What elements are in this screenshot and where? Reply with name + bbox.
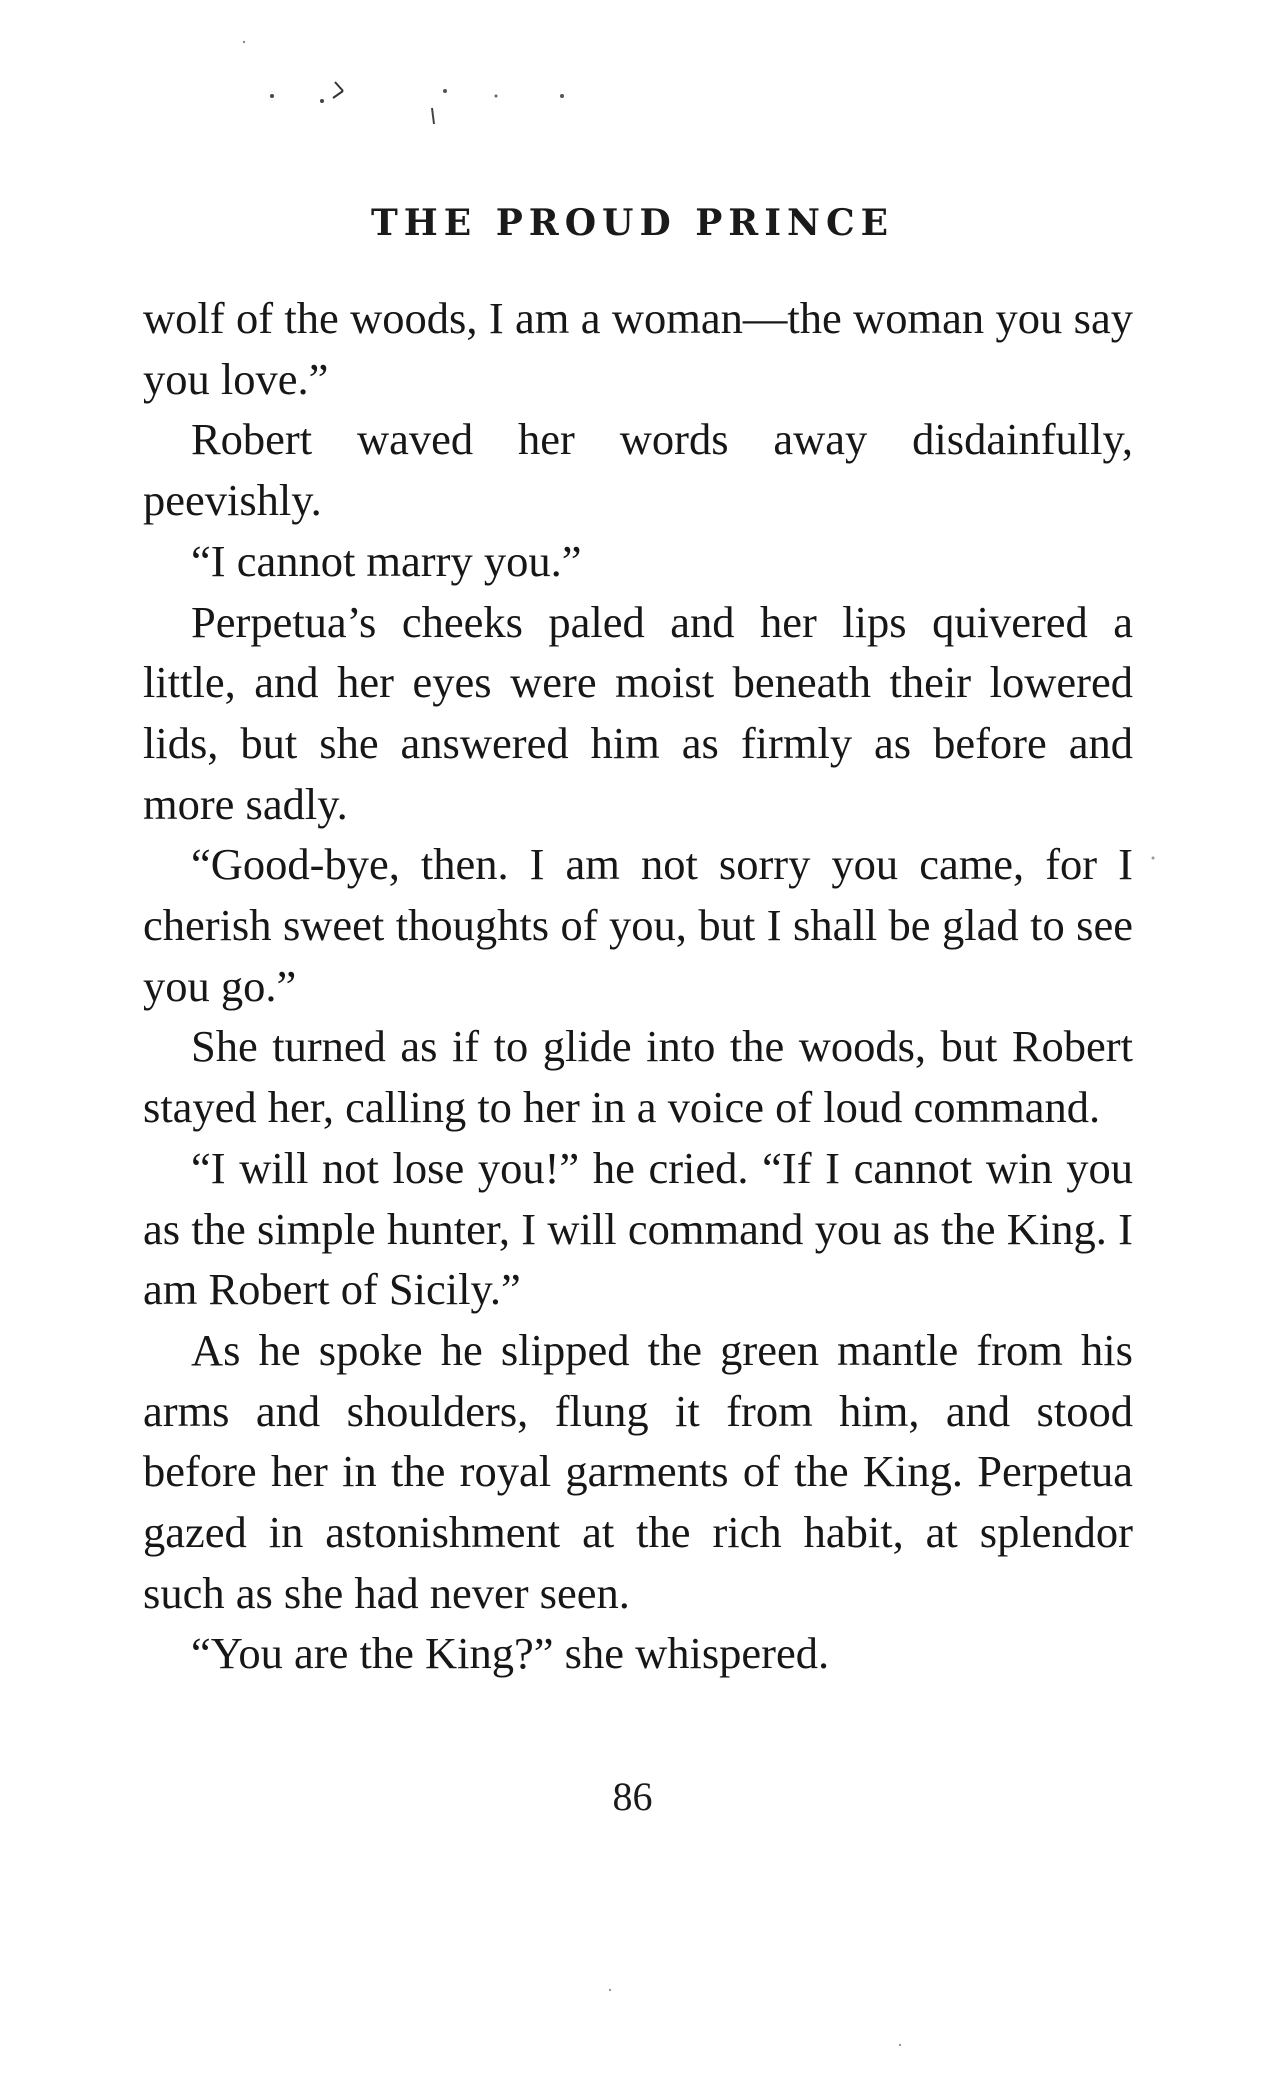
page-number: 86	[612, 1774, 653, 1819]
paragraph: “Good-bye, then. I am not sorry you came, for I cherish sweet thoughts of you, but I shall be glad to see you go.”	[143, 839, 1133, 1011]
paragraph: “I cannot marry you.”	[191, 535, 582, 586]
body-text	[143, 288, 1133, 1684]
paragraph: “I will not lose you!” he cried. “If I cannot win you as the simple hunter, I will command you as the King. I am Robert of Sicily.”	[143, 1142, 1133, 1315]
paragraph-continued: wolf of the woods, I am a woman—the woman you say you love.”	[143, 293, 1133, 404]
paragraph: Robert waved her words away disdainfully, peevishly.	[143, 414, 1133, 526]
paragraph: “You are the King?” she whispered.	[191, 1628, 830, 1679]
paragraph: Perpetua’s cheeks paled and her lips quivered a little, and her eyes were moist beneath their lowered lids, but she answered him as firmly as before and more sadly.	[143, 596, 1133, 829]
paragraph: As he spoke he slipped the green mantle from his arms and shoulders, flung it from him, and stood before her in the royal garments of the King. Perpetua gazed in astonishment at the rich habit, at splendor such as she had never seen.	[143, 1324, 1133, 1618]
running-head: THE PROUD PRINCE	[370, 202, 895, 244]
paragraph: She turned as if to glide into the woods, but Robert stayed her, calling to her in a voice of loud command.	[143, 1021, 1133, 1133]
